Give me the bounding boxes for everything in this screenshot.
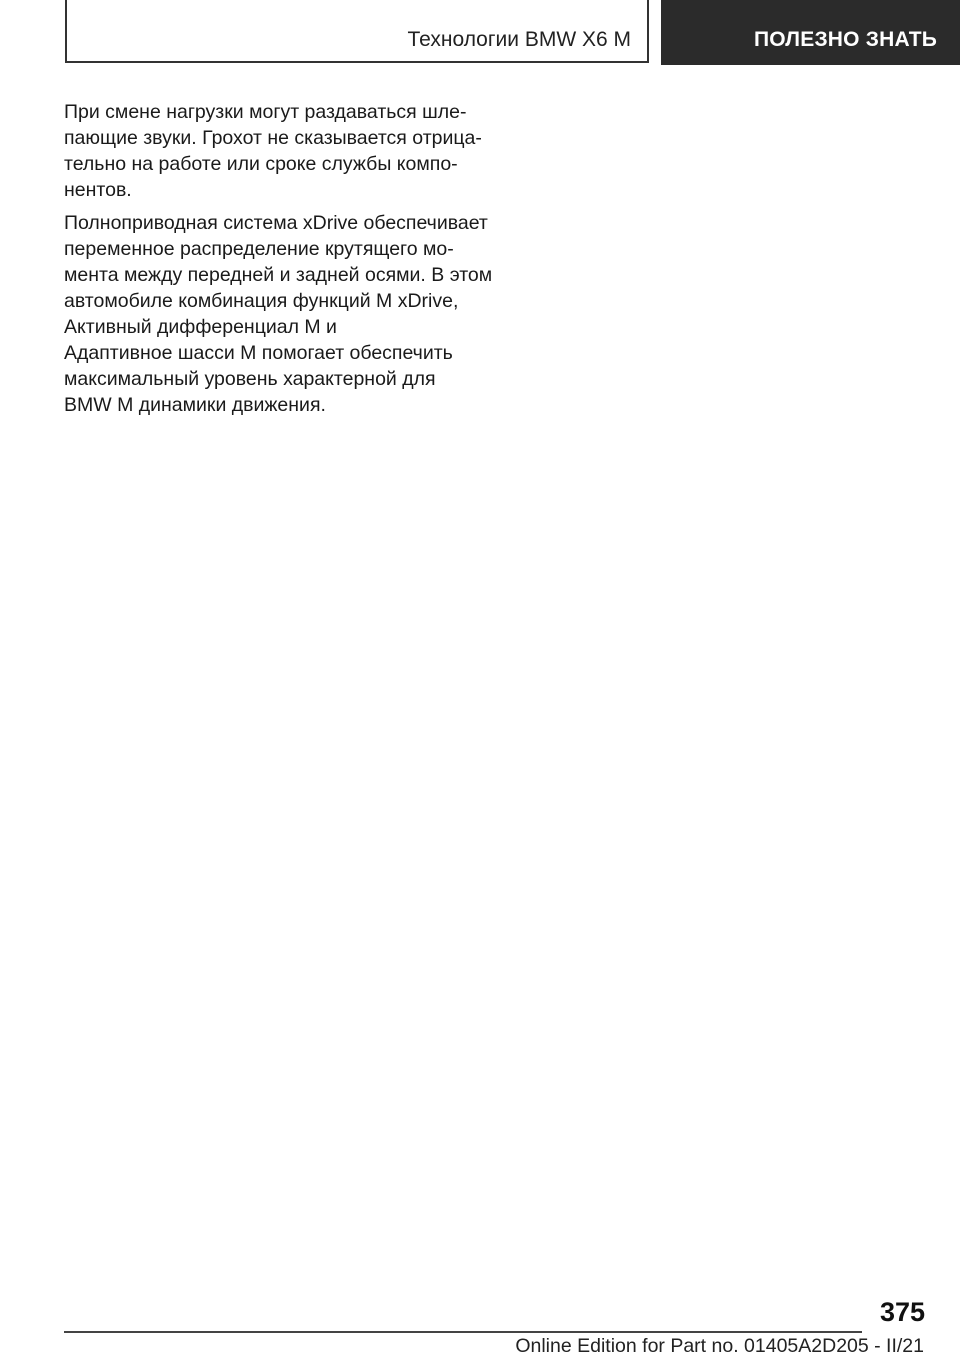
page-header <box>0 0 960 66</box>
header-title-box <box>65 0 649 63</box>
text-line: нентов. <box>64 179 132 201</box>
paragraph-xdrive <box>64 210 494 418</box>
text-line: переменное распределение крутящего мо- <box>64 238 454 260</box>
text-line: максимальный уровень характерной для <box>64 368 436 390</box>
main-content <box>64 99 494 425</box>
text-line: BMW M динамики движения. <box>64 394 326 416</box>
paragraph-load-change <box>64 99 494 203</box>
text-line: тельно на работе или сроке службы компо- <box>64 153 458 175</box>
text-line: автомобиле комбинация функций M xDrive, <box>64 290 459 312</box>
text-line: Полноприводная система xDrive обеспечивает <box>64 212 488 234</box>
text-line: Адаптивное шасси M помогает обеспечить <box>64 342 453 364</box>
text-line: Активный дифференциал M и <box>64 316 337 338</box>
text-line: мента между передней и задней осями. В этом <box>64 264 493 286</box>
text-line: При смене нагрузки могут раздаваться шле- <box>64 101 467 123</box>
text-line: пающие звуки. Грохот не сказывается отрица- <box>64 127 482 149</box>
header-section-label: ПОЛЕЗНО ЗНАТЬ <box>754 28 938 51</box>
footer-edition-text: Online Edition for Part no. 01405A2D205 - II/21 <box>515 1335 924 1357</box>
header-section-tab <box>661 0 960 65</box>
header-title: Технологии BMW X6 M <box>407 28 631 51</box>
page-number: 375 <box>879 1297 925 1327</box>
footer-divider <box>64 1331 862 1333</box>
